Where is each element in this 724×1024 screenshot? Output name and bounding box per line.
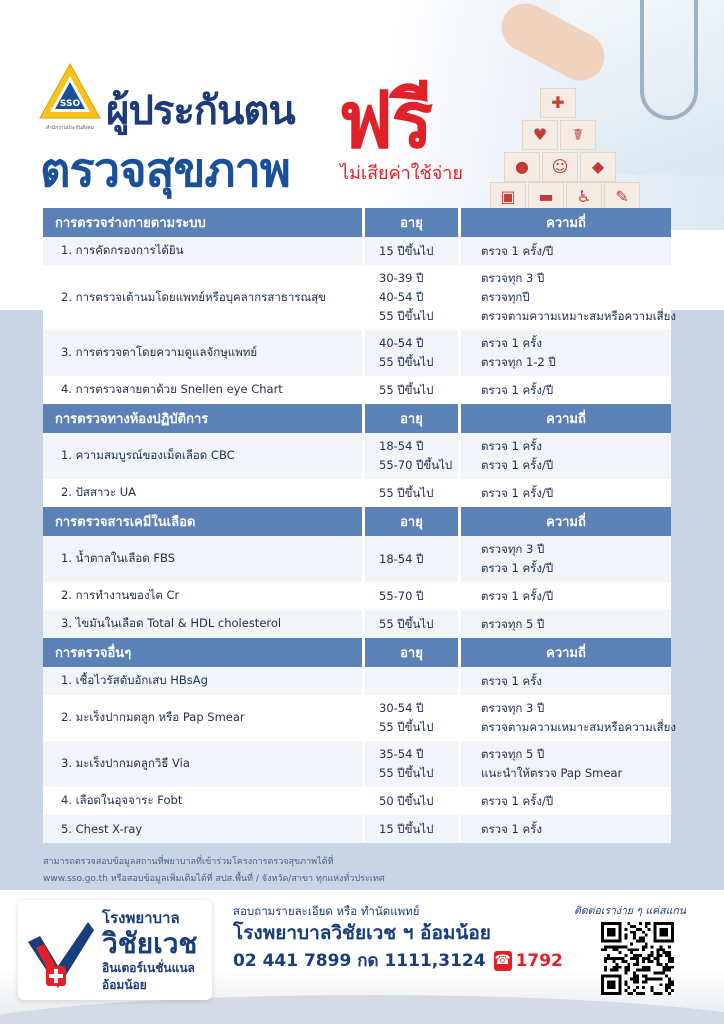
age-cell (362, 433, 458, 479)
age-column-header: อายุ (362, 404, 458, 433)
logo-tagline: สำนักงานประกันสังคม (45, 125, 95, 131)
age-column-header: อายุ (362, 638, 458, 667)
frequency-value: ตรวจทุก 3 ปี (481, 271, 545, 285)
table-row (43, 610, 671, 638)
table-row (43, 376, 671, 404)
stethoscope-block-icon: ☤ (560, 120, 596, 150)
hospital-name-line4: อ้อมน้อย (102, 978, 147, 992)
age-value: 55 ปีขึ้นไป (379, 720, 434, 734)
frequency-value: ตรวจตามความเหมาะสมหรือความเสี่ยง (481, 720, 677, 734)
exam-item: 2. การทำงานของไต Cr (61, 588, 180, 602)
age-cell (362, 582, 458, 610)
frequency-value: ตรวจทุกปี (481, 290, 530, 304)
title-insured: ผู้ประกันตน (106, 88, 295, 134)
heart-block-icon: ♥ (522, 120, 558, 150)
age-value: 55 ปีขึ้นไป (379, 382, 434, 397)
hospital-logo-card (18, 900, 212, 1000)
frequency-cell (458, 741, 671, 787)
age-value: 55-70 ปีขึ้นไป (379, 458, 453, 472)
frequency-cell (458, 536, 671, 582)
stethoscope-icon (640, 0, 698, 120)
exam-item: 1. เชื้อไวรัสตับอักเสบ HBsAg (61, 673, 208, 687)
age-cell (362, 330, 458, 376)
frequency-cell (458, 610, 671, 638)
section-header (43, 208, 671, 237)
frequency-value: ตรวจทุก 3 ปี (481, 701, 545, 715)
frequency-value: ตรวจ 1 ครั้ง (481, 439, 542, 453)
logo-text: SSO (59, 99, 81, 109)
medical-blocks-illustration (490, 80, 640, 210)
table-row (43, 695, 677, 741)
phone-number[interactable]: 02 441 7899 กด 1111,3124 (233, 951, 486, 971)
frequency-cell (458, 815, 671, 843)
frequency-value: ตรวจทุก 5 ปี (481, 747, 545, 761)
exam-item: 1. การคัดกรองการได้ยิน (61, 243, 184, 257)
age-cell (362, 237, 458, 265)
frequency-cell (458, 582, 671, 610)
exam-item: 3. ไขมันในเลือด Total & HDL cholesterol (61, 616, 282, 630)
scan-contact-label: ติดต่อเราง่าย ๆ แค่สแกน (574, 905, 686, 917)
age-cell (362, 667, 458, 695)
age-cell (362, 815, 458, 843)
inquiry-text: สอบถามรายละเอียด หรือ ทำนัดแพทย์ (233, 904, 420, 918)
age-value: 50 ปีขึ้นไป (379, 793, 434, 808)
frequency-value: ตรวจ 1 ครั้ง (481, 821, 542, 836)
phone-line (233, 947, 563, 974)
table-row (43, 479, 671, 507)
title-no-cost: ไม่เสียค่าใช้จ่าย (340, 163, 463, 184)
section-title: การตรวจร่างกายตามระบบ (55, 216, 206, 231)
frequency-value: ตรวจ 1 ครั้ง/ปี (481, 458, 554, 472)
age-value: 30-39 ปี (379, 271, 424, 285)
exam-item: 5. Chest X-ray (61, 822, 143, 836)
frequency-value: ตรวจ 1 ครั้ง/ปี (481, 561, 554, 575)
frequency-column-header: ความถี่ (458, 507, 671, 536)
age-cell (362, 787, 458, 815)
table-row (43, 433, 671, 479)
frequency-value: แนะนำให้ตรวจ Pap Smear (481, 766, 623, 780)
section-title: การตรวจทางห้องปฏิบัติการ (55, 412, 209, 427)
frequency-value: ตรวจ 1 ครั้ง/ปี (481, 382, 554, 397)
age-value: 55-70 ปี (379, 588, 424, 603)
frequency-column-header: ความถี่ (458, 208, 671, 237)
table-row (43, 582, 671, 610)
section-title: การตรวจอื่นๆ (55, 646, 132, 661)
drop-block-icon: ◆ (580, 152, 616, 182)
age-cell (362, 479, 458, 507)
table-row (43, 815, 671, 843)
frequency-cell (458, 237, 671, 265)
doctor-block-icon: ☺ (542, 152, 578, 182)
footer-note (43, 854, 385, 888)
frequency-cell (458, 695, 677, 741)
age-cell (362, 536, 458, 582)
frequency-value: ตรวจ 1 ครั้ง/ปี (481, 793, 554, 808)
frequency-value: ตรวจ 1 ครั้ง (481, 336, 542, 350)
hospital-name-line1: โรงพยาบาล (102, 909, 180, 927)
hospital-check-icon (26, 922, 96, 992)
frequency-cell (458, 479, 671, 507)
frequency-value: ตรวจ 1 ครั้ง/ปี (481, 588, 554, 603)
age-value: 18-54 ปี (379, 551, 424, 566)
exam-item: 2. การตรวจเต้านมโดยแพทย์หรือบุคลากรสาธารณสุข (61, 289, 327, 304)
age-cell (362, 610, 458, 638)
health-check-table (43, 208, 677, 843)
age-value: 40-54 ปี (379, 336, 424, 350)
age-column-header: อายุ (362, 208, 458, 237)
section-header (43, 638, 671, 667)
qr-code-icon[interactable] (601, 922, 674, 995)
phone-icon: ☎ (494, 951, 512, 971)
wheelchair-block-icon: ♿ (566, 182, 602, 212)
age-value: 55 ปีขึ้นไป (379, 766, 434, 780)
age-value: 18-54 ปี (379, 439, 424, 453)
table-row (43, 787, 671, 815)
age-value: 55 ปีขึ้นไป (379, 485, 434, 500)
title-free: ฟรี (338, 76, 432, 166)
age-value: 55 ปีขึ้นไป (379, 355, 434, 369)
hotline-number[interactable]: 1792 (515, 951, 563, 971)
frequency-column-header: ความถี่ (458, 638, 671, 667)
frequency-value: ตรวจ 1 ครั้ง/ปี (481, 485, 554, 500)
exam-item: 1. ความสมบูรณ์ของเม็ดเลือด CBC (61, 448, 235, 462)
plus-block-icon: ✚ (540, 88, 576, 118)
section-header (43, 404, 671, 433)
exam-item: 1. น้ำตาลในเลือด FBS (61, 551, 176, 565)
frequency-cell (458, 433, 671, 479)
frequency-cell (458, 667, 671, 695)
title-health-check: ตรวจสุขภาพ (40, 143, 290, 198)
footer-note-line1: สามารถตรวจสอบข้อมูลสถานที่พยาบาลที่เข้าร่วมโครงการตรวจสุขภาพได้ที่ (43, 857, 334, 867)
exam-item: 2. มะเร็งปากมดลูก หรือ Pap Smear (61, 710, 245, 724)
syringe-block-icon: ✎ (604, 182, 640, 212)
pill-block-icon: ● (504, 152, 540, 182)
age-cell (362, 376, 458, 404)
frequency-value: ตรวจทุก 1-2 ปี (481, 355, 556, 369)
age-cell (362, 741, 458, 787)
hospital-name-line3: อินเตอร์เนชั่นแนล (102, 961, 195, 975)
age-value: 30-54 ปี (379, 701, 424, 715)
table-row (43, 330, 671, 376)
frequency-cell (458, 787, 671, 815)
table-row (43, 265, 677, 330)
age-value: 55 ปีขึ้นไป (379, 309, 434, 323)
exam-item: 4. การตรวจสายตาด้วย Snellen eye Chart (61, 382, 283, 396)
frequency-cell (458, 376, 671, 404)
hospital-name-line2: วิชัยเวช (102, 927, 198, 960)
footer-note-line2: www.sso.go.th หรือสอบข้อมูลเพิ่มเติมได้ที่ สปส.พื้นที่ / จังหวัด/สาขา ทุกแห่งทั่วประเทศ (43, 874, 385, 884)
exam-item: 2. ปัสสาวะ UA (61, 485, 136, 499)
kit-block-icon: ▣ (490, 182, 526, 212)
exam-item: 3. การตรวจตาโดยความดูแลจักษุแพทย์ (61, 345, 258, 359)
table-row (43, 536, 671, 582)
table-row (43, 741, 671, 787)
section-title: การตรวจสารเคมีในเลือด (55, 515, 196, 530)
frequency-column-header: ความถี่ (458, 404, 671, 433)
frequency-value: ตรวจ 1 ครั้ง/ปี (481, 243, 554, 258)
exam-item: 3. มะเร็งปากมดลูกวิธี Via (61, 756, 190, 770)
age-value: 15 ปีขึ้นไป (379, 243, 434, 258)
frequency-cell (458, 330, 671, 376)
bed-block-icon: ▬ (528, 182, 564, 212)
exam-item: 4. เลือดในอุจจาระ Fobt (61, 793, 183, 807)
sso-logo-icon (38, 62, 102, 122)
section-header (43, 507, 671, 536)
age-value: 40-54 ปี (379, 290, 424, 304)
frequency-value: ตรวจทุก 3 ปี (481, 542, 545, 556)
table-row (43, 667, 671, 695)
hospital-full-name: โรงพยาบาลวิชัยเวช ฯ อ้อมน้อย (233, 922, 491, 944)
age-value: 35-54 ปี (379, 747, 424, 761)
age-column-header: อายุ (362, 507, 458, 536)
table-row (43, 237, 671, 265)
frequency-value: ตรวจทุก 5 ปี (481, 616, 545, 631)
age-value: 55 ปีขึ้นไป (379, 616, 434, 631)
frequency-cell (458, 265, 677, 330)
age-value: 15 ปีขึ้นไป (379, 821, 434, 836)
age-cell (362, 695, 458, 741)
frequency-value: ตรวจ 1 ครั้ง (481, 673, 542, 688)
frequency-value: ตรวจตามความเหมาะสมหรือความเสี่ยง (481, 309, 677, 323)
age-cell (362, 265, 458, 330)
